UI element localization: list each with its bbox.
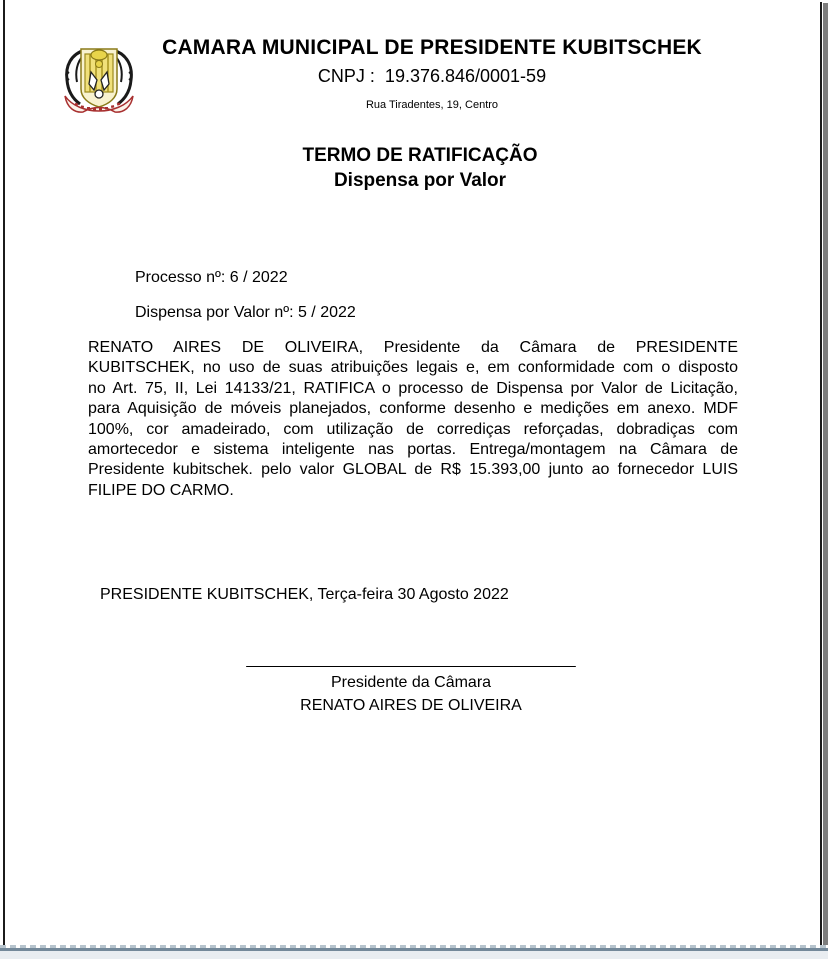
signature-rule: _____________________________________ [246,651,576,668]
paragraph-line: KUBITSCHEK, no uso de suas atribuições legais e, em conformidade com o disposto [88,359,738,377]
dispensa-number: Dispensa por Valor nº: 5 / 2022 [135,304,356,321]
document-title: TERMO DE RATIFICAÇÃO [302,145,538,166]
paragraph-line: para Aquisição de móveis planejados, conforme desenho e medições em anexo. MDF [88,400,738,418]
signature-block [0,648,822,717]
document-subtitle: Dispensa por Valor [333,170,507,191]
paragraph-line: no Art. 75, II, Lei 14133/21, RATIFICA o processo de Dispensa por Valor de Licitação, [88,379,738,397]
page-border-right [820,2,822,948]
signature-name: RENATO AIRES DE OLIVEIRA [300,697,522,714]
window-bottom-band [0,951,828,959]
paragraph-line: Presidente kubitschek. pelo valor GLOBAL de R$ 15.393,00 junto ao fornecedor LUIS [88,461,738,479]
city-date-line: PRESIDENTE KUBITSCHEK, Terça-feira 30 Agosto 2022 [100,586,509,603]
address-line: Rua Tiradentes, 19, Centro [365,99,499,111]
page-border-left [3,0,5,948]
paragraph-line: RENATO AIRES DE OLIVEIRA, Presidente da Câmara de PRESIDENTE [88,339,738,356]
org-name: CAMARA MUNICIPAL DE PRESIDENTE KUBITSCHEK [162,36,702,59]
process-number: Processo nº: 6 / 2022 [135,269,288,286]
paragraph-line: 100%, cor amadeirado, com utilização de corrediças reforçadas, dobradiças com [88,420,738,438]
paragraph-line: FILIPE DO CARMO. [88,481,234,499]
body-paragraph [88,338,738,501]
cnpj-line: CNPJ : 19.376.846/0001-59 [317,66,547,86]
signature-role: Presidente da Câmara [330,674,492,691]
paragraph-line: amortecedor e sistema inteligente nas portas. Entrega/montagem na Câmara de [88,441,738,459]
